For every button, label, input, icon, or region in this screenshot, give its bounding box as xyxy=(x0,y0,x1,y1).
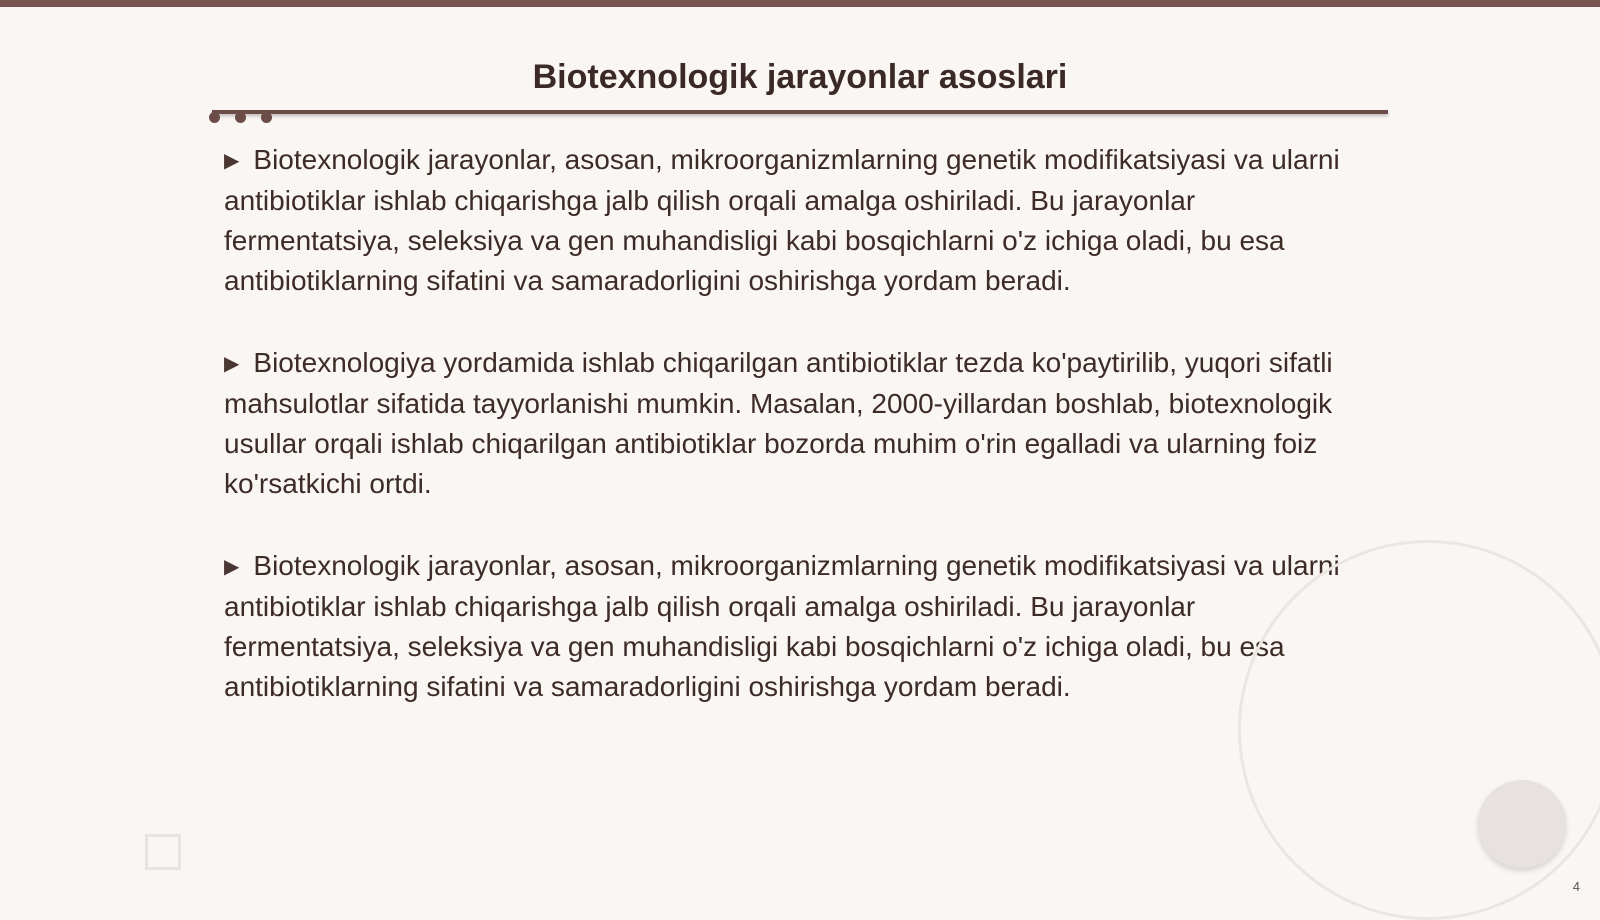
bullet-arrow-icon: ▶ xyxy=(224,353,240,375)
title-underline xyxy=(212,110,1388,114)
decorative-circle-outline xyxy=(1238,540,1600,920)
underline-dot xyxy=(209,112,220,123)
bullet-paragraph xyxy=(224,546,1374,707)
top-accent-bar xyxy=(0,0,1600,7)
slide-content xyxy=(224,140,1374,749)
bullet-text: Biotexnologiya yordamida ishlab chiqarilgan antibiotiklar tezda ko'paytirilib, yuqori sifatli mahsulotlar sifatida tayyorlanishi mumkin. Masalan, 2000-yillardan boshlab, biotexnologik usullar orqali ishlab chiqarilgan antibiotiklar bozorda muhim o'rin egalladi va ularning foiz ko'rsatkichi ortdi. xyxy=(224,347,1333,499)
page-number: 4 xyxy=(1572,879,1580,894)
decorative-circle-filled xyxy=(1478,780,1566,868)
underline-dot xyxy=(261,112,272,123)
slide-title: Biotexnologik jarayonlar asoslari xyxy=(532,58,1068,96)
bullet-paragraph xyxy=(224,343,1374,504)
bullet-arrow-icon: ▶ xyxy=(224,556,240,578)
underline-dot xyxy=(235,112,246,123)
bullet-text: Biotexnologik jarayonlar, asosan, mikroorganizmlarning genetik modifikatsiyasi va ularni antibiotiklar ishlab chiqarishga jalb qilish orqali amalga oshiriladi. Bu jarayonlar fermentatsiya, seleksiya va gen muhandisligi kabi bosqichlarni o'z ichiga oladi, bu esa antibiotiklarning sifatini va samaradorligini oshirishga yordam beradi. xyxy=(224,144,1340,296)
bullet-arrow-icon: ▶ xyxy=(224,150,240,172)
bullet-text: Biotexnologik jarayonlar, asosan, mikroorganizmlarning genetik modifikatsiyasi va ularni antibiotiklar ishlab chiqarishga jalb qilish orqali amalga oshiriladi. Bu jarayonlar fermentatsiya, seleksiya va gen muhandisligi kabi bosqichlarni o'z ichiga oladi, bu esa antibiotiklarning sifatini va samaradorligini oshirishga yordam beradi. xyxy=(224,550,1340,702)
decorative-square xyxy=(145,834,181,870)
bullet-paragraph xyxy=(224,140,1374,301)
